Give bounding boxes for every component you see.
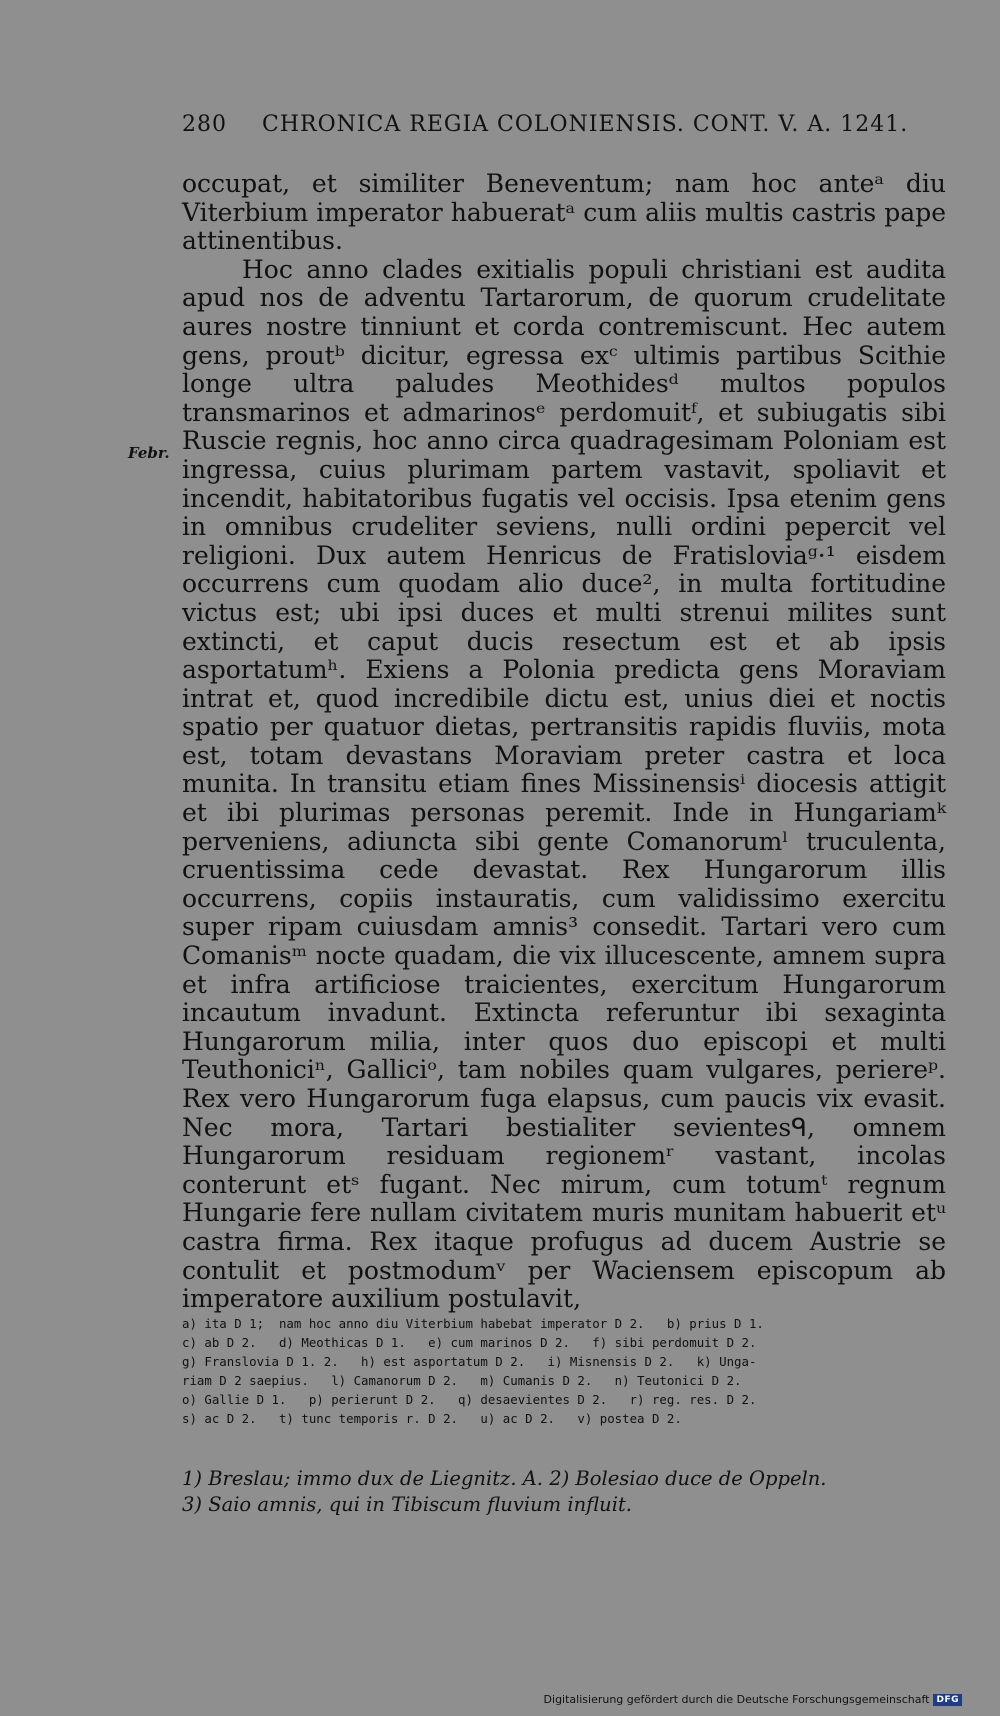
main-text <box>182 170 946 1314</box>
digitization-text: Digitalisierung gefördert durch die Deutsche Forschungsgemeinschaft <box>543 1693 930 1706</box>
running-header <box>182 112 946 137</box>
dfg-logo-icon: DFG <box>933 1694 962 1706</box>
footnote-line: riam D 2 saepius. l) Camanorum D 2. m) Cumanis D 2. n) Teutonici D 2. <box>182 1373 742 1388</box>
paragraph: occupat, et similiter Beneventum; nam hoc anteᵃ diu Viterbium imperator habueratᵃ cum aliis multis castris pape attinentibus. <box>182 169 946 256</box>
footnote-line: a) ita D 1; nam hoc anno diu Viterbium habebat imperator D 2. b) prius D 1. <box>182 1316 764 1331</box>
running-title: CHRONICA REGIA COLONIENSIS. CONT. V. A. 1241. <box>262 112 909 137</box>
variant-notes <box>182 1314 946 1428</box>
commentary-line: 1) Breslau; immo dux de Liegnitz. A. 2) Bolesiao duce de Oppeln. <box>182 1467 827 1490</box>
footnote-line: g) Franslovia D 1. 2. h) est asportatum D 2. i) Misnensis D 2. k) Unga- <box>182 1354 757 1369</box>
margin-note: Febr. <box>128 444 170 462</box>
commentary-line: 3) Saio amnis, qui in Tibiscum fluvium influit. <box>182 1493 632 1516</box>
footnote-line: s) ac D 2. t) tunc temporis r. D 2. u) ac D 2. v) postea D 2. <box>182 1411 682 1426</box>
paragraph: Hoc anno clades exitialis populi christiani est audita apud nos de adventu Tartarorum, de quorum crudelitate aures nostre tinniunt et corda contremiscunt. Hec autem gens, proutᵇ dicitur, egressa exᶜ ultimis partibus Scithie longe ultra paludes Meothidesᵈ multos populos transmarinos et admarinosᵉ perdomuitᶠ, et subiugatis sibi Ruscie regnis, hoc anno circa quadragesimam Poloniam est ingressa, cuius plurimam partem vastavit, spoliavit et incendit, habitatoribus fugatis vel occisis. Ipsa etenim gens in omnibus crudeliter seviens, nulli ordini pepercit vel religioni. Dux autem Henricus de Fratisloviaᵍ·¹ eisdem occurrens cum quodam alio duce², in multa fortitudine victus est; ubi ipsi duces et multi strenui milites sunt extincti, et caput ducis resectum est et ab ipsis asportatumʰ. Exiens a Polonia predicta gens Moraviam intrat et, quod incredibile dictu est, unius diei et noctis spatio per quatuor dietas, pertransitis rapidis fluviis, mota est, totam devastans Moraviam preter castra et loca munita. In transitu etiam fines Missinensisⁱ diocesis attigit et ibi plurimas personas peremit. Inde in Hungariamᵏ perveniens, adiuncta sibi gente Comanorumˡ truculenta, cruentissima cede devastat. Rex Hungarorum illis occurrens, copiis instauratis, cum validissimo exercitu super ripam cuiusdam amnis³ consedit. Tartari vero cum Comanisᵐ nocte quadam, die vix illucescente, amnem supra et infra artificiose traicientes, exercitum Hungarorum incautum invadunt. Extincta referuntur ibi sexaginta Hungarorum milia, inter quos duo episcopi et multi Teuthoniciⁿ, Galliciᵒ, tam nobiles quam vulgares, periereᵖ. Rex vero Hungarorum fuga elapsus, cum paucis vix evasit. Nec mora, Tartari bestialiter sevientesᑫ, omnem Hungarorum residuam regionemʳ vastant, incolas conterunt etˢ fugant. Nec mirum, cum totumᵗ regnum Hungarie fere nullam civitatem muris munitam habuerit etᵘ castra firma. Rex itaque profugus ad ducem Austrie se contulit et postmodumᵛ per Waciensem episcopum ab imperatore auxilium postulavit, <box>182 254 946 1314</box>
footnote-line: o) Gallie D 1. p) perierunt D 2. q) desaevientes D 2. r) reg. res. D 2. <box>182 1392 757 1407</box>
footnote-line: c) ab D 2. d) Meothicas D 1. e) cum marinos D 2. f) sibi perdomuit D 2. <box>182 1335 757 1350</box>
commentary-notes <box>182 1466 946 1518</box>
digitization-footer <box>544 1693 962 1706</box>
page-number: 280 <box>182 112 227 137</box>
